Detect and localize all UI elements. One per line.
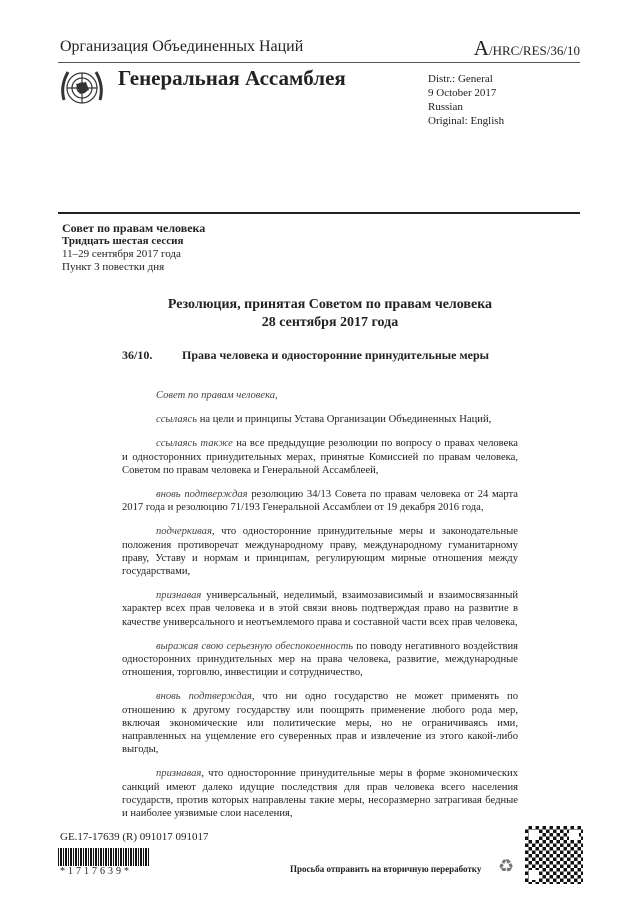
preamble-paragraph	[122, 437, 518, 477]
un-emblem-icon	[58, 66, 106, 112]
recycle-note: Просьба отправить на вторичную переработку	[290, 864, 482, 874]
symbol-rest: /HRC/RES/36/10	[488, 43, 580, 58]
paragraph-lead: признавая	[156, 590, 202, 602]
resolution-number: 36/10.	[122, 348, 153, 362]
paragraph-text: , что односторонние принудительные меры и законодательные положения противоречат международному праву, международному гуманитарному праву, Уставу и нормам и принципам, регулирующим мирные отношения между государствами,	[122, 526, 518, 578]
paragraph-text: резолюцию 34/13 Совета по правам человека от 24 марта 2017 года и резолюцию 71/193 Генеральной Ассамблеи от 19 декабря 2016 года,	[122, 489, 518, 514]
preamble-paragraph	[122, 640, 518, 680]
qr-code	[525, 826, 583, 884]
issue-date: 9 October 2017	[428, 87, 497, 99]
distribution-info	[428, 72, 504, 128]
paragraph-lead: ссылаясь также	[156, 438, 233, 450]
preamble-paragraph	[122, 413, 518, 426]
paragraph-lead: подчеркивая	[156, 526, 212, 538]
resolution-body	[122, 389, 518, 831]
recycle-icon: ♻	[498, 856, 515, 876]
paragraph-text: на все предыдущие резолюции по вопросу о правах человека и односторонних принудительных мерах, принятые Комиссией по правам человека, Советом по правам человека и Генеральной Ассамблеей,	[122, 438, 519, 476]
preamble-paragraph	[122, 389, 518, 402]
preamble-paragraph	[122, 767, 518, 820]
session-info	[62, 222, 205, 274]
paragraph-lead: вновь подтверждая	[156, 691, 252, 703]
agenda-item: Пункт 3 повестки дня	[62, 261, 165, 273]
paragraph-lead: вновь подтверждая	[156, 489, 248, 501]
paragraph-lead: выражая свою серьезную обеспокоенность	[156, 640, 354, 652]
symbol-prefix: A	[473, 36, 489, 60]
barcode	[58, 848, 150, 866]
paragraph-text: , что односторонние принудительные меры в форме экономических санкций имеют далеко идущие последствия для прав человека всего населения государств, против которых направлены такие меры, несоразмерно затрагивая бедные и наиболее уязвимые слои населения,	[122, 768, 518, 820]
paragraph-lead: признавая	[156, 768, 202, 780]
language: Russian	[428, 101, 463, 113]
paragraph-lead: ссылаясь	[156, 414, 198, 426]
original-language: Original: English	[428, 115, 505, 127]
session-dates: 11–29 сентября 2017 года	[62, 248, 181, 260]
job-number: GE.17-17639 (R) 091017 091017	[60, 831, 209, 843]
paragraph-text: на цели и принципы Устава Организации Объединенных Наций,	[197, 414, 492, 426]
paragraph-text: , что ни одно государство не может применять по отношению к другому государству или поощрять применение любого рода мер, включая экономические или политические меры, но не ограничиваясь ими, направленных на ущемление его суверенных прав и извлечение из этого какой-либо выгоды,	[122, 691, 518, 756]
resolution-heading	[60, 296, 600, 332]
paragraph-text: универсальный, неделимый, взаимозависимый и взаимосвязанный характер всех прав человека и в этой связи вновь подтверждая право на развитие в качестве универсального и неотъемлемого права и составной части всех прав человека,	[122, 590, 518, 628]
preamble-paragraph	[122, 525, 518, 578]
distr: Distr.: General	[428, 73, 493, 85]
paragraph-lead: Совет по правам человека,	[156, 390, 278, 401]
document-symbol	[474, 36, 580, 61]
header-rule	[58, 62, 580, 63]
session-name: Тридцать шестая сессия	[62, 235, 184, 247]
section-rule	[58, 212, 580, 214]
preamble-paragraph	[122, 690, 518, 756]
council-name: Совет по правам человека	[62, 221, 206, 235]
preamble-paragraph	[122, 589, 518, 629]
resolution-date: 28 сентября 2017 года	[261, 315, 399, 330]
paragraph-text: по поводу негативного воздействия односторонних принудительных мер на права человека, развитие, международные отношения, торговлю, инвестиции и сотрудничество,	[122, 640, 518, 679]
general-assembly-title: Генеральная Ассамблея	[118, 66, 346, 90]
barcode-number: *1717639*	[60, 866, 132, 877]
preamble-paragraph	[122, 488, 518, 514]
resolution-name: Права человека и односторонние принудительные меры	[182, 348, 490, 362]
resolution-title: Резолюция, принятая Советом по правам человека	[167, 297, 493, 312]
organization-name: Организация Объединенных Наций	[60, 38, 304, 55]
